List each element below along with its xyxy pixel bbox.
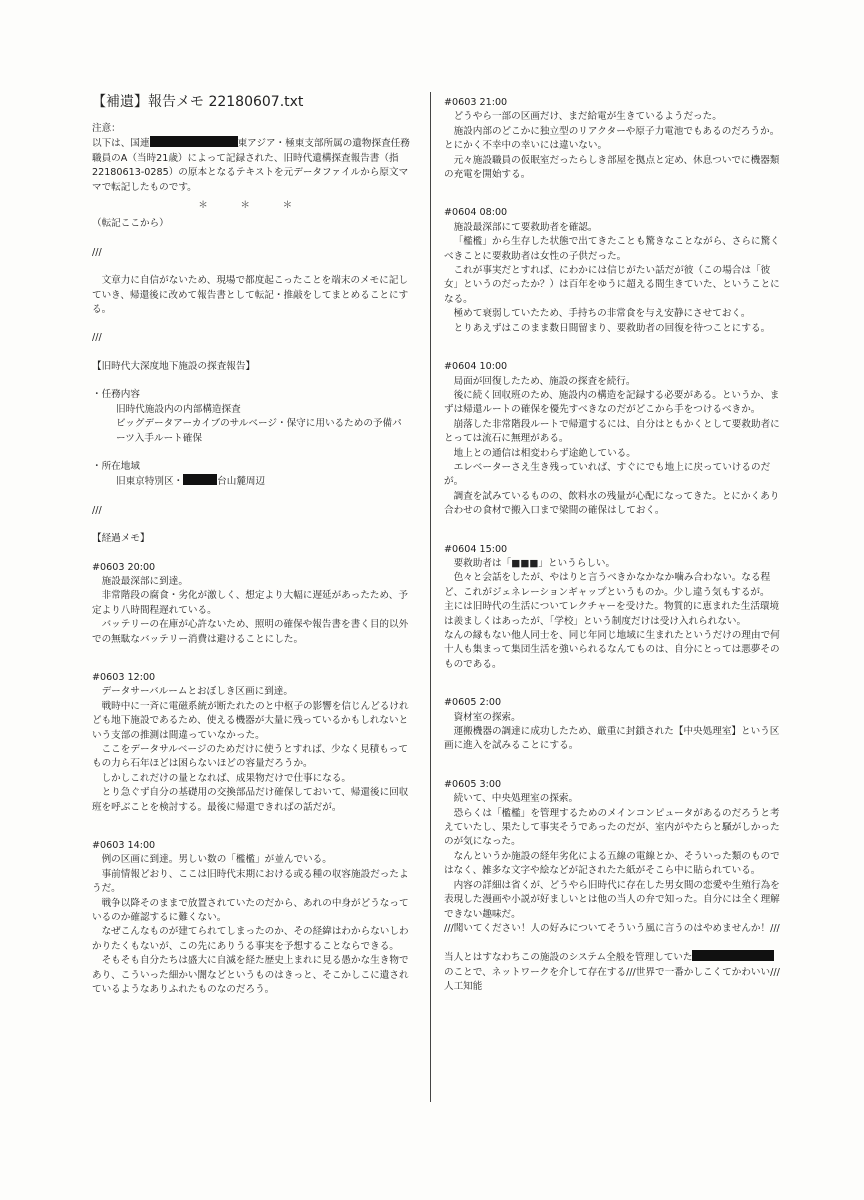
log-line: 例の区画に到達。男しい数の「檻檻」が並んでいる。 (101, 854, 332, 866)
log-time: #0605 3:00 (444, 778, 502, 790)
log-line: 調査を試みているものの、飲料水の残量が心配になってきた。とにかくあり合わせの食材で搬入口まで梁間の確保はしておく。 (444, 490, 780, 517)
log-time: #0603 20:00 (92, 561, 156, 573)
log-line: しかしこれだけの量となれば、成果物だけで仕事になる。 (101, 772, 352, 784)
log-time: #0603 21:00 (444, 97, 508, 108)
log-line: 主には旧時代の生活についてレクチャーを受けた。物質的に恵まれた生活環境は羨ましくはあったが、「学校」という制度だけは受け入れられない。 (444, 601, 780, 627)
report-heading: 【旧時代大深度地下施設の探査報告】 (92, 360, 256, 372)
log-line: 「檻檻」から生存した状態で出てきたことも驚きなことながら、さらに驚くべきことに要救助者は女性の子供だった。 (444, 236, 780, 262)
log-entry (444, 360, 780, 518)
log-entry (444, 778, 780, 922)
separator: /// (92, 246, 102, 258)
log-entry (444, 96, 780, 182)
ai-interjection: ///聞いてください！人の好みについてそういう風に言うのはやめませんか！/// (444, 922, 780, 934)
log-entry (92, 671, 410, 815)
right-column (444, 96, 780, 995)
log-time: #0605 2:00 (444, 697, 502, 709)
note-label: 注意： (92, 123, 121, 134)
log-line: 局面が回復したため、施設の探査を続行。 (453, 375, 636, 387)
log-entry (444, 543, 780, 673)
log-entry (92, 561, 410, 647)
log-time: #0604 15:00 (444, 543, 508, 555)
log-line: なんの縁もない他人同士を、同じ年同じ地域に生まれたというだけの理由で何十人も集まって集団生活を強いられるなんてものは、自分にとっては悪夢そのものである。 (444, 630, 780, 670)
log-line: 後に続く回収班のため、施設内の構造を記録する必要がある。というか、まずは帰還ルートの確保を優先すべきなのだがどこから手をつけるべきか。 (444, 389, 780, 416)
redaction-bar (692, 950, 714, 961)
log-line: 崩落した非常階段ルートで帰還するには、自分はともかくとして要救助者にとっては流石に無理がある。 (444, 418, 780, 445)
log-line: なぜこんなものが建てられてしまったのか、その経緯はわからないしわかりたくもないが、この先にありうる事実を予想することならできる。 (92, 926, 409, 952)
log-line: バッテリーの在庫が心許ないため、照明の確保や報告書を書く目的以外での無駄なバッテリー消費は避けることにした。 (92, 619, 409, 645)
memo-heading: 【経過メモ】 (92, 533, 150, 545)
log-line: 色々と会話をしたが、やはりと言うべきかなかなか噛み合わない。なる程ど、これがジェネレーションギャップというものか。少し違う気もするが。 (444, 572, 771, 598)
log-line: 施設内部のどこかに独立型のリアクターや原子力電池でもあるのだろうか。とにかく不幸中の幸いには違いない。 (444, 125, 780, 152)
log-line: とりあえずはこのまま数日間留まり、要救助者の回復を待つことにする。 (453, 322, 771, 334)
log-entry (92, 839, 410, 997)
redaction-bar (183, 474, 217, 485)
note-text: 以下は、国連 東アジア・極東支部所属の遺物探査任務職員のA（当時21歳）によって記録された、旧時代遺構探査報告書（指 22180613-0285）の原本となるテキストを元データファイルから原文ママで転記したものです。 (92, 138, 410, 193)
log-line: 運搬機器の調達に成功したため、厳重に封鎖された【中央処理室】という区画に進入を試みることにする。 (444, 726, 780, 752)
separator: /// (92, 504, 102, 516)
log-line: なんというか施設の経年劣化による五線の電線とか、そういった類のものではなく、雑多な文字や絵などが記されたた紙がそこら中に貼られている。 (444, 850, 780, 877)
log-line: 恐らくは「檻檻」を管理するためのメインコンピュータがあるのだろうと考えていたし、果たして事実そうであったのだが、室内がやたらと騒がしかったのが気になった。 (444, 807, 780, 848)
redaction-bar (714, 950, 774, 961)
log-line: 要救助者は「■■■」というらしい。 (453, 557, 616, 569)
log-time: #0603 14:00 (92, 840, 156, 852)
log-line: とり急ぐず自分の基礎用の交換部品だけ確保しておいて、帰還後に回収班を呼ぶことを検討する。最後に帰還できればの話だが。 (92, 787, 409, 813)
log-line: 事前情報どおり、ここは旧時代末期における或る種の収容施設だったようだ。 (92, 868, 409, 895)
log-line: 戦争以降そのままで放置されていたのだから、あれの中身がどうなっているのか確認するに難くない。 (92, 897, 409, 924)
log-entry (444, 696, 780, 754)
log-line: 極めて衰弱していたため、手持ちの非常食を与え安静にさせておく。 (453, 308, 751, 320)
redaction-bar (150, 136, 238, 147)
log-line: これが事実だとすれば、にわかには信じがたい話だが彼（この場合は「彼女」というのだったか？）は百年をゆうに超える間生きていた、ということになる。 (444, 265, 780, 305)
mission-line: ビッグデータアーカイブのサルベージ・保守に用いるための予備パーツ入手ルート確保 (116, 418, 402, 444)
document-title: 【補遺】報告メモ 22180607.txt (92, 94, 304, 110)
final-paragraph: 当人とはすなわちこの施設のシステム全般を管理していたのことで、ネットワークを介して存在する///世界で一番かしこくてかわいい///人工知能 (444, 952, 780, 993)
column-divider (430, 92, 431, 1102)
separator: /// (92, 332, 102, 344)
log-line: 続いて、中央処理室の探索。 (453, 793, 579, 805)
location-text: 旧東京特別区・ 台山麓周辺 (116, 476, 266, 488)
log-line: そもそも自分たちは盛大に自滅を経た歴史上まれに見る愚かな生き物であり、こういった細かい闇などというものはきっと、そこかしこに遺されているようなありふれたものなのだろう。 (92, 955, 409, 996)
log-line: 内容の詳細は省くが、どうやら旧時代に存在した男女間の恋愛や生殖行為を表現した漫画や小説が好ましいとは他の当人の弁で知った。自分には全く理解できない趣味だ。 (444, 879, 780, 920)
log-time: #0604 08:00 (444, 207, 508, 219)
left-column (92, 92, 410, 998)
mission-line: 旧時代施設内の内部構造探査 (116, 403, 241, 415)
log-time: #0604 10:00 (444, 361, 508, 373)
intro-paragraph: 文章力に自信がないため、現場で都度起こったことを端末のメモに記していき、帰還後に改めて報告書として転記・推敲をしてまとめることにする。 (92, 275, 409, 316)
log-time: #0603 12:00 (92, 671, 156, 683)
log-line: 元々施設職員の仮眠室だったらしき部屋を拠点と定め、休息ついでに機器類の充電を開始する。 (444, 154, 780, 181)
log-line: エレベーターさえ生き残っていれば、すぐにでも地上に戻っていけるのだが。 (444, 461, 771, 488)
log-line: 資材室の探索。 (453, 711, 521, 723)
mission-label: ・任務内容 (92, 389, 140, 401)
transcription-start: （転記ここから） (92, 218, 169, 230)
log-line: 非常階段の腐食・劣化が激しく、想定より大幅に遅延があったため、予定より八時間程遅れている。 (92, 590, 408, 616)
location-label: ・所在地域 (92, 460, 140, 472)
log-line: データサーバルームとおぼしき区画に到達。 (101, 686, 293, 698)
log-entry (444, 206, 780, 336)
log-line: 施設最深部にて要救助者を確認。 (453, 221, 598, 233)
log-line: 施設最深部に到達。 (101, 575, 188, 587)
section-stars: ＊ ＊ ＊ (198, 200, 304, 212)
log-line: 地上との通信は相変わらず途絶している。 (453, 447, 636, 459)
log-line: どうやら一部の区画だけ、まだ給電が生きているようだった。 (453, 111, 722, 123)
log-line: ここをデータサルベージのためだけに使うとすれば、少なく見積もってもの力ら石年ほどは困らないほどの容量だろうか。 (92, 744, 408, 770)
log-line: 戦時中に一斉に電磁系統が断たれたのと中枢子の影響を信じんどるけれども地下施設であるため、使える機器が大量に残っているかもしれないという支部の推測は間違っていなかった。 (92, 700, 409, 741)
